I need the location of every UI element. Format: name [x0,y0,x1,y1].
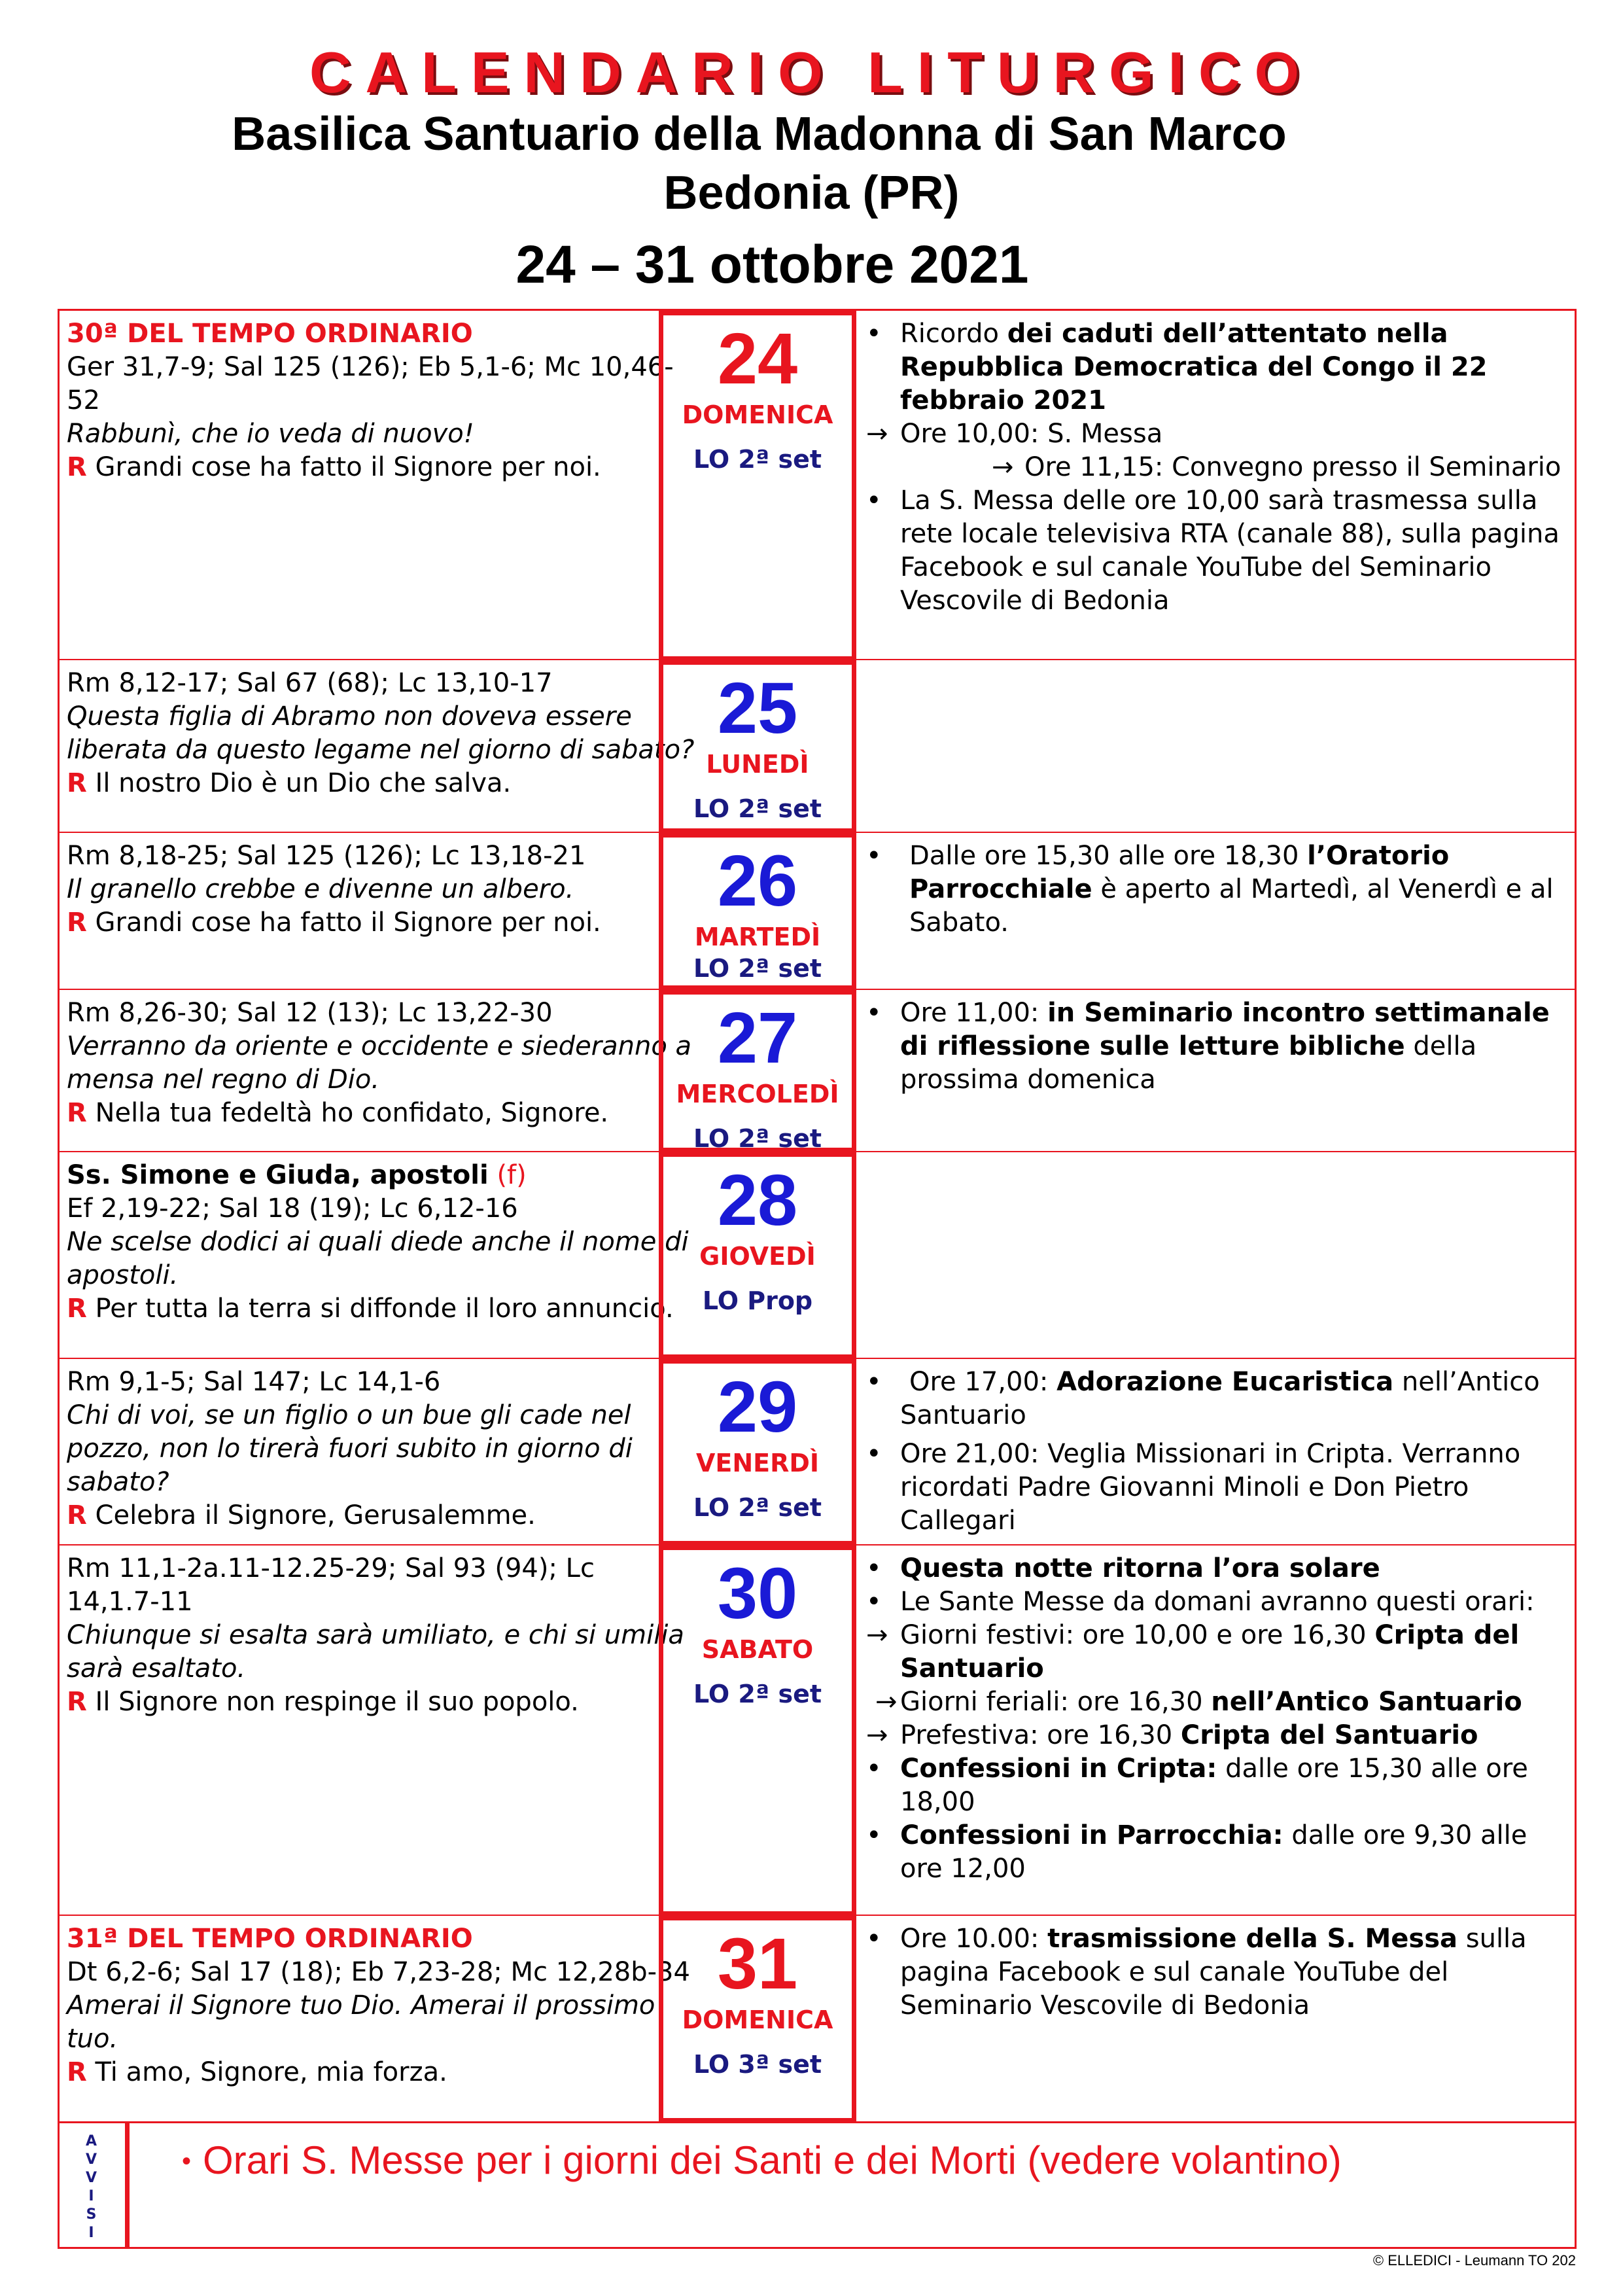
day-name: DOMENICA [682,400,833,429]
r-mark: R [67,2057,87,2087]
response: R Nella tua fedeltà ho confidato, Signore. [67,1098,609,1128]
note-item: • Questa notte ritorna l’ora solare [866,1553,1380,1583]
readings-cell [67,839,695,940]
readings-cell [67,1366,695,1532]
r-mark: R [67,1098,87,1128]
note-item: • Ore 21,00: Veglia Missionari in Cripta. Verranno ricordati Padre Giovanni Minoli e Don Pietro Callegari [866,1439,1521,1536]
subtitle-line-1: Basilica Santuario della Madonna di San Marco [232,108,1287,160]
readings: Rm 9,1-5; Sal 147; Lc 14,1-6 [67,1367,441,1397]
notes-cell [866,839,1573,940]
footer-credit: © ELLEDICI - Leumann TO 202 [1372,2252,1576,2269]
day-number: 27 [717,998,798,1078]
readings-cell [67,317,695,484]
day-name: DOMENICA [682,2005,833,2034]
liturgy-hours: LO 2ª set [693,794,822,823]
note-item: • Confessioni in Parrocchia: dalle ore 9,30 alle ore 12,00 [866,1820,1527,1884]
r-mark: R [67,452,87,482]
note-item: • Ore 10.00: trasmissione della S. Messa sulla pagina Facebook e sul canale YouTube del Seminario Vescovile di Bedonia [866,1924,1527,2021]
day-row-25 [58,659,1577,833]
antiphon: Chiunque si esalta sarà umiliato, e chi si umilia sarà esaltato. [67,1620,684,1684]
response: R Celebra il Signore, Gerusalemme. [67,1500,536,1530]
response: R Ti amo, Signore, mia forza. [67,2057,447,2087]
notes-cell [866,1922,1573,2022]
day-name: LUNEDÌ [706,750,809,779]
response: R Il nostro Dio è un Dio che salva. [67,768,512,798]
day-box [659,311,856,661]
day-name: VENERDÌ [695,1449,820,1477]
feast-title: 31ª DEL TEMPO ORDINARIO [67,1924,473,1954]
note-item: → Giorni feriali: ore 16,30 nell’Antico Santuario [875,1687,1522,1717]
antiphon: Amerai il Signore tuo Dio. Amerai il prossimo tuo. [67,1990,655,2054]
readings: Rm 8,18-25; Sal 125 (126); Lc 13,18-21 [67,841,586,871]
readings-cell [67,1159,695,1326]
readings: Rm 8,12-17; Sal 67 (68); Lc 13,10-17 [67,668,553,698]
note-item: • Ore 17,00: Adorazione Eucaristica nell’Antico Santuario [866,1367,1540,1430]
bullet-icon: • [182,2147,192,2176]
note-item: • Dalle ore 15,30 alle ore 18,30 l’Oratorio Parrocchiale è aperto al Martedì, al Venerdì e al Sabato. [866,841,1554,938]
note-item: • Le Sante Messe da domani avranno questi orari: [866,1587,1535,1617]
day-number: 31 [717,1924,798,2004]
r-mark: R [67,908,87,938]
note-item: → Prefestiva: ore 16,30 Cripta del Santuario [866,1720,1478,1750]
day-row-31 [58,1915,1577,2123]
liturgy-hours: LO 2ª set [693,445,822,474]
note-item: • Confessioni in Cripta: dalle ore 15,30 alle ore 18,00 [866,1754,1528,1817]
day-name: GIOVEDÌ [699,1242,816,1271]
day-box [659,660,856,833]
day-number: 26 [717,841,798,921]
r-mark: R [67,1687,87,1717]
readings-cell [67,997,695,1130]
day-name: MARTEDÌ [694,923,821,951]
readings-cell [67,1922,695,2089]
day-box [659,1359,856,1545]
page-subtitle [0,105,1623,222]
day-box [659,1545,856,1916]
r-mark: R [67,768,87,798]
notes-cell [866,1366,1573,1538]
avvisi-label: A V V I S I [58,2123,130,2249]
day-box [659,990,856,1152]
r-mark: R [67,1500,87,1530]
day-row-30 [58,1544,1577,1916]
avvisi-text: • Orari S. Messe per i giorni dei Santi e dei Morti (vedere volantino) [182,2138,1342,2182]
page-title: CALENDARIO LITURGICO [309,40,1314,105]
liturgy-hours: LO 2ª set [693,1493,822,1522]
antiphon: Il granello crebbe e divenne un albero. [67,874,574,904]
day-row-24 [58,309,1577,661]
response: R Grandi cose ha fatto il Signore per noi. [67,452,601,482]
note-item: • La S. Messa delle ore 10,00 sarà trasmessa sulla rete locale televisiva RTA (canale 88), sulla pagina Facebook e sul canale YouTube del Seminario Vescovile di Bedonia [866,486,1560,616]
day-row-29 [58,1358,1577,1545]
liturgy-hours: LO 2ª set [693,1680,822,1708]
readings: Rm 11,1-2a.11-12.25-29; Sal 93 (94); Lc 14,1.7-11 [67,1553,595,1617]
readings-cell [67,667,695,800]
day-name: MERCOLEDÌ [676,1080,839,1108]
day-row-28 [58,1151,1577,1359]
antiphon: Rabbunì, che io veda di nuovo! [67,419,474,449]
readings-cell [67,1552,695,1719]
response: R Grandi cose ha fatto il Signore per noi. [67,908,601,938]
day-number: 25 [717,668,798,749]
day-number: 24 [717,319,798,399]
antiphon: Ne scelse dodici ai quali diede anche il nome di apostoli. [67,1227,689,1290]
liturgy-hours: LO 2ª set [693,1124,822,1153]
day-name: SABATO [701,1635,814,1664]
day-row-27 [58,989,1577,1152]
day-box [659,833,856,990]
notes-cell [866,997,1573,1097]
response: R Per tutta la terra si diffonde il loro annuncio. [67,1294,674,1324]
avvisi-box [58,2121,1577,2249]
note-item: → Giorni festivi: ore 10,00 e ore 16,30 Cripta del Santuario [866,1620,1520,1684]
readings: Ger 31,7-9; Sal 125 (126); Eb 5,1-6; Mc 10,46-52 [67,352,674,415]
feast-title: 30ª DEL TEMPO ORDINARIO [67,319,473,349]
notes-cell [866,1552,1573,1886]
saint-title: Ss. Simone e Giuda, apostoli (f) [67,1160,527,1190]
day-number: 28 [717,1160,798,1241]
day-number: 29 [717,1367,798,1447]
antiphon: Chi di voi, se un figlio o un bue gli cade nel pozzo, non lo tirerà fuori subito in giorno di sabato? [67,1400,633,1497]
antiphon: Questa figlia di Abramo non doveva essere liberata da questo legame nel giorno di sabato? [67,701,695,765]
readings: Ef 2,19-22; Sal 18 (19); Lc 6,12-16 [67,1193,518,1224]
r-mark: R [67,1294,87,1324]
note-item: • Ricordo dei caduti dell’attentato nella Repubblica Democratica del Congo il 22 febbraio 2021 [866,319,1488,415]
note-item: → Ore 10,00: S. Messa [866,419,1163,449]
readings: Rm 8,26-30; Sal 12 (13); Lc 13,22-30 [67,998,553,1028]
antiphon: Verranno da oriente e occidente e siederanno a mensa nel regno di Dio. [67,1031,692,1095]
note-item: • Ore 11,00: in Seminario incontro settimanale di riflessione sulle letture bibliche della prossima domenica [866,998,1550,1095]
day-row-26 [58,832,1577,990]
response: R Il Signore non respinge il suo popolo. [67,1687,579,1717]
date-range: 24 – 31 ottobre 2021 [515,235,1029,294]
day-number: 30 [717,1553,798,1634]
liturgy-hours: LO 2ª set [693,954,822,983]
note-item: → Ore 11,15: Convegno presso il Seminario [992,452,1562,482]
readings: Dt 6,2-6; Sal 17 (18); Eb 7,23-28; Mc 12,28b-34 [67,1957,690,1987]
liturgy-hours: LO 3ª set [693,2050,822,2079]
day-box [659,1916,856,2123]
subtitle-line-2: Bedonia (PR) [663,167,960,219]
liturgy-hours: LO Prop [702,1286,813,1315]
day-box [659,1152,856,1359]
notes-cell [866,317,1573,618]
